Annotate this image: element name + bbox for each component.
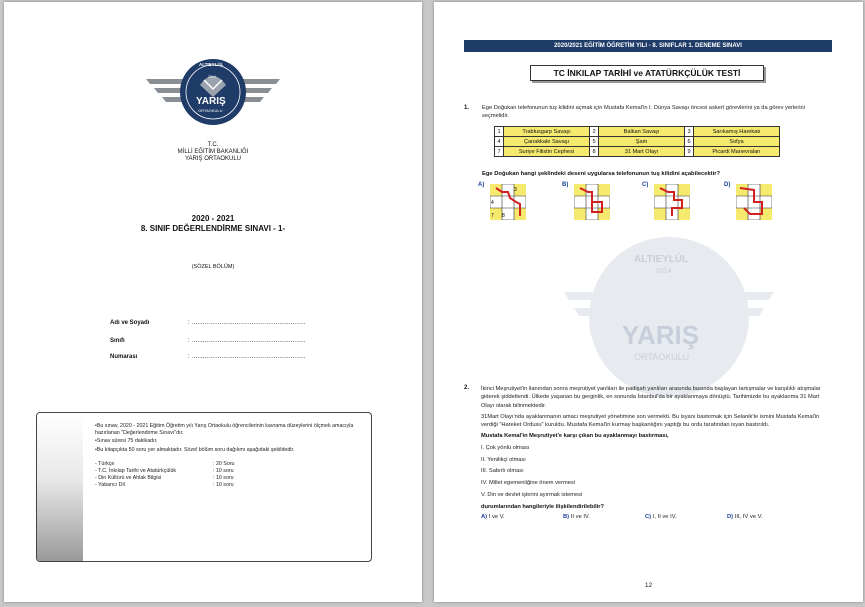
grid-cell: Çanakkale Savaşı <box>504 137 590 147</box>
grid-number: 4 <box>495 137 504 147</box>
grid-cell: Trablusgarp Savaşı <box>504 127 590 137</box>
answer-c[interactable] <box>645 514 727 520</box>
name-value: : ............................................................. <box>188 320 306 326</box>
grid-number: 5 <box>590 137 599 147</box>
institution-line-1: T.C. <box>207 142 219 148</box>
option-c-label[interactable]: C) <box>642 182 649 188</box>
institution-line-2: MİLLİ EĞİTİM BAKANLIĞI <box>177 149 249 155</box>
info-bullet: • Sınav süresi 75 dakikadır. <box>95 438 361 445</box>
option-b-label[interactable]: B) <box>562 182 569 188</box>
option-d-pattern[interactable] <box>736 184 772 220</box>
option-c-pattern[interactable] <box>654 184 690 220</box>
subject-name: - Yabancı Dil <box>95 482 125 489</box>
premise-item: IV. Millet egemenliğine önem vermesi <box>481 480 575 487</box>
subject-name: - T.C. İnkılap Tarihi ve Atatürkçülük <box>95 468 177 475</box>
grid-number: 2 <box>590 127 599 137</box>
name-label: Adı ve Soyadı <box>110 320 150 326</box>
subject-count: : 10 soru <box>213 475 234 482</box>
answer-b[interactable] <box>563 514 645 520</box>
class-value: : ............................................................. <box>188 338 306 344</box>
grid-row <box>495 147 780 157</box>
page-number: 12 <box>644 582 653 589</box>
answer-text: III, IV ve V. <box>734 514 763 521</box>
section-label: (SÖZEL BÖLÜM) <box>191 264 235 270</box>
grid-number: 3 <box>685 127 694 137</box>
logo-sub-text: ORTAOKULU <box>198 108 223 113</box>
logo-arc-text: ALTIEYLÜL <box>199 62 224 67</box>
answer-letter: C) <box>645 514 652 521</box>
question-2-block <box>481 385 831 520</box>
info-bullet: • Bu sınav, 2020 - 2021 Eğitim Öğretim yılı Yarış Ortaokulu öğrencilerinin kavrama düzeylerini ölçmek amacıyla hazırlanan "Değerlendirme Sınavı"dır. <box>95 423 361 437</box>
watermark-sub: ORTAOKULU <box>634 352 690 362</box>
answer-choices <box>481 514 831 520</box>
question-2-number: 2. <box>464 385 470 391</box>
premise-item: I. Çok yönlü olması <box>481 444 530 451</box>
subject-row <box>95 461 361 468</box>
grid-cell: Şam <box>599 137 685 147</box>
grid-row <box>495 137 780 147</box>
answer-letter: D) <box>727 514 734 521</box>
test-title: TC İNKILAP TARİHİ ve ATATÜRKÇÜLÜK TESTİ <box>530 65 764 81</box>
grid-number: 6 <box>685 137 694 147</box>
premise-item: V. Din ve devlet işlerini ayırmak istemesi <box>481 491 583 498</box>
school-logo <box>144 57 282 127</box>
grid-number: 7 <box>495 147 504 157</box>
exam-info-box <box>36 412 372 562</box>
question-1-text: Ege Doğukan telefonunun tuş kilidini açmak için Mustafa Kemal'in I. Dünya Savaşı öncesi askerî görevlerini ya da görev yerlerini seçmelidir. <box>482 105 805 120</box>
option-a-pattern[interactable] <box>490 184 526 220</box>
grid-number: 8 <box>590 147 599 157</box>
question-page <box>434 2 863 602</box>
subject-count: : 20 Soru <box>213 460 235 467</box>
question-1-grid <box>494 126 780 157</box>
cell-label: 7 <box>491 213 494 219</box>
grid-cell: Balkan Savaşı <box>599 127 685 137</box>
watermark-main: YARIŞ <box>622 320 700 350</box>
option-a-label[interactable]: A) <box>478 182 485 188</box>
watermark-year: 2014 <box>656 268 672 275</box>
subject-row <box>95 468 361 475</box>
name-field[interactable] <box>110 320 306 326</box>
question-2-ask: durumlarından hangileriyle ilişkilendirilebilir? <box>481 503 604 510</box>
cover-page <box>4 2 422 602</box>
watermark-arc: ALTIEYLÜL <box>634 254 689 265</box>
grid-number: 9 <box>685 147 694 157</box>
option-b-pattern[interactable] <box>574 184 610 220</box>
grid-cell: Suriye Filistin Cephesi <box>504 147 590 157</box>
grid-cell: Sarıkamış Harekatı <box>694 127 780 137</box>
cell-label: 4 <box>491 200 494 206</box>
exam-year: 2020 - 2021 <box>191 214 235 223</box>
logo-main-text: YARIŞ <box>196 96 226 107</box>
grid-cell: 31 Mart Olayı <box>599 147 685 157</box>
exam-title: 8. SINIF DEĞERLENDİRME SINAVI - 1- <box>140 224 286 233</box>
info-bullet: • Bu kitapçıkta 50 soru yer almaktadır. Sözel bölüm soru dağılımı aşağıdaki şekildedir. <box>95 447 361 454</box>
answer-text: I ve V. <box>488 514 505 521</box>
subject-row <box>95 482 361 489</box>
number-value: : ............................................................. <box>188 354 306 360</box>
question-1-ask: Ege Doğukan hangi şeklindeki deseni uygularsa telefonunun tuş kilidini açabilecektir? <box>482 171 721 177</box>
answer-letter: B) <box>563 514 570 521</box>
grid-row <box>495 127 780 137</box>
info-box-decor <box>37 413 83 561</box>
answer-text: II ve IV. <box>570 514 590 521</box>
subject-name: - Türkçe <box>95 460 115 467</box>
answer-a[interactable] <box>481 514 563 520</box>
class-field[interactable] <box>110 338 306 344</box>
logo-year: 2014 <box>208 75 216 79</box>
answer-d[interactable] <box>727 514 809 520</box>
grid-cell: Sofya <box>694 137 780 147</box>
grid-number: 1 <box>495 127 504 137</box>
premise-item: III. Sabırlı olması <box>481 468 524 475</box>
cell-label: 8 <box>502 213 505 219</box>
class-label: Sınıfı <box>110 338 125 344</box>
subject-row <box>95 475 361 482</box>
subject-name: - Din Kültürü ve Ahlak Bilgisi <box>95 475 162 482</box>
cell-label: 3 <box>514 187 517 193</box>
institution-line-3: YARIŞ ORTAOKULU <box>184 156 241 162</box>
answer-text: I, II ve IV. <box>652 514 677 521</box>
question-2-para-2: 31Mart Olayı'nda ayaklanmanın amacı meşrutiyet yönetimine son vermekti. Bu isyanı bastırmak için Selanik'te ismini Mustafa Kemal'in verdiği "Hareket Ordusu" kuruldu. Mustafa Kemal'in kurmay başkanlığını yaptığı bu ordu tarafından isyan bastırıldı. <box>481 413 820 429</box>
number-field[interactable] <box>110 354 306 360</box>
number-label: Numarası <box>110 354 138 360</box>
exam-header: 2020/2021 EĞİTİM ÖĞRETİM YILI - 8. SINIFLAR 1. DENEME SINAVI <box>464 40 832 52</box>
question-2-stem: Mustafa Kemal'in Meşrutiyet'e karşı çıkan bu ayaklanmayı bastırması, <box>481 433 669 440</box>
question-2-para-1: İkinci Meşrutiyet'in ilanından sonra meşrutiyet yanlıları ile padişah yanlıları arasında basında başlayan tartışmalar ve karşılıklı atışmalar giderek şiddetlendi. Ülkede yaşanan bu gerginlik, en sonunda İstanbul'da bir ayaklanmaya dönüştü. Tarihimizde bu ayaklanma 31 Mart Olayı olarak bilinmektedir. <box>481 386 821 409</box>
subject-list <box>95 461 361 490</box>
answer-letter: A) <box>481 514 488 521</box>
grid-cell: Picardi Manevraları <box>694 147 780 157</box>
question-1-number: 1. <box>464 105 470 111</box>
subject-count: : 10 soru <box>213 482 234 489</box>
subject-count: : 10 soru <box>213 468 234 475</box>
premise-item: II. Yenilikçi olması <box>481 456 526 463</box>
option-d-label[interactable]: D) <box>724 182 731 188</box>
